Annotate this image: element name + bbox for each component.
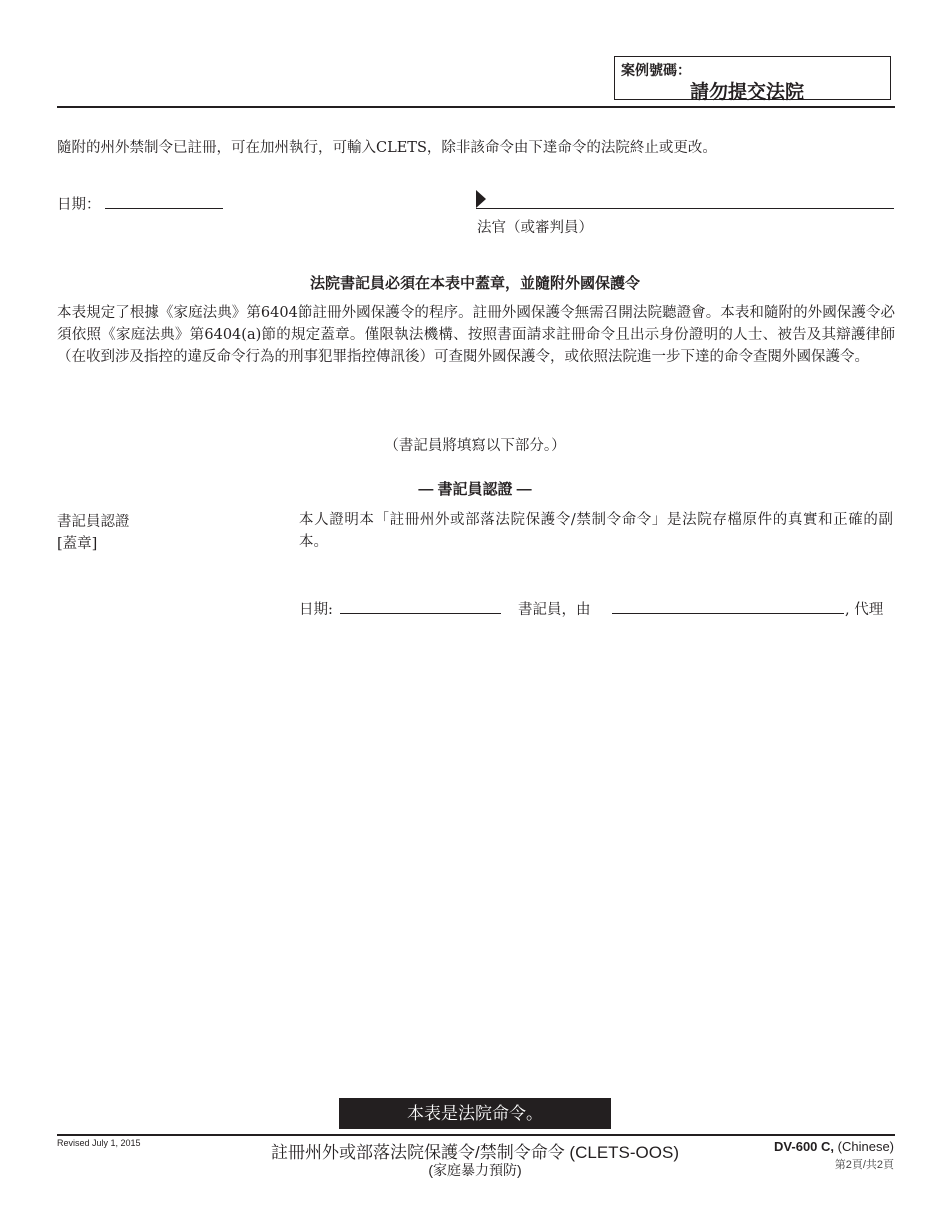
certificate-date-label: 日期: <box>299 602 333 618</box>
form-subtitle: (家庭暴力預防) <box>428 1162 522 1178</box>
judge-signature-field[interactable] <box>476 208 894 209</box>
certificate-side-label: 書記員認證 <box>57 514 130 530</box>
certificate-date-field[interactable] <box>340 613 501 614</box>
footer-divider <box>57 1134 895 1136</box>
form-number <box>774 1139 894 1154</box>
certificate-statement: 本人證明本「註冊州外或部落法院保護令/禁制令命令」是法院存檔原件的真實和正確的副本。 <box>299 512 893 550</box>
case-number-box <box>614 56 891 103</box>
case-number-label: 案例號碼： <box>621 62 691 78</box>
clerk-section-heading: 法院書記員必須在本表中蓋章，並隨附外國保護令 <box>309 275 640 292</box>
procedure-text: 本表規定了根據《家庭法典》第6404節註冊外國保護令的程序。註冊外國保護令無需召開法院聽證會。本表和隨附的外國保護令必須依照《家庭法典》第6404(a)節的規定蓋章。僅限執法機構、按照書面請求註冊命令且出示身份證明的人士、被告及其辯護律師（在收到涉及指控的違反命令行為的刑事犯罪指控傳訊後）可查閱外國保護令，或依照法院進一步下達的命令查閱外國保護令。 <box>57 305 895 365</box>
intro-text: 隨附的州外禁制令已註冊，可在加州執行，可輸入CLETS，除非該命令由下達命令的法院終止或更改。 <box>57 140 717 156</box>
page-count: 第2頁/共2頁 <box>834 1159 894 1171</box>
seal-label: [蓋章] <box>57 536 98 552</box>
form-language: (Chinese) <box>834 1139 894 1154</box>
header-divider <box>57 106 895 108</box>
form-title: 註冊州外或部落法院保護令/禁制令命令 (CLETS-OOS) <box>270 1143 679 1162</box>
clerk-note: （書記員將填寫以下部分。） <box>384 438 566 454</box>
deputy-name-field[interactable] <box>612 613 844 614</box>
court-order-banner: 本表是法院命令。 <box>339 1098 611 1129</box>
certificate-heading: — 書記員認證 — <box>418 481 532 498</box>
clerk-by-label: 書記員，由 <box>518 602 591 618</box>
signature-arrow-icon <box>476 190 486 208</box>
form-number-code: DV-600 C, <box>774 1139 835 1154</box>
revision-date: Revised July 1, 2015 <box>57 1138 141 1148</box>
judge-label: 法官（或審判員） <box>477 220 593 236</box>
date-field[interactable] <box>105 208 223 209</box>
deputy-label: , 代理 <box>845 602 884 618</box>
case-number-value: 請勿提交法院 <box>690 82 805 103</box>
date-label: 日期： <box>57 197 101 213</box>
